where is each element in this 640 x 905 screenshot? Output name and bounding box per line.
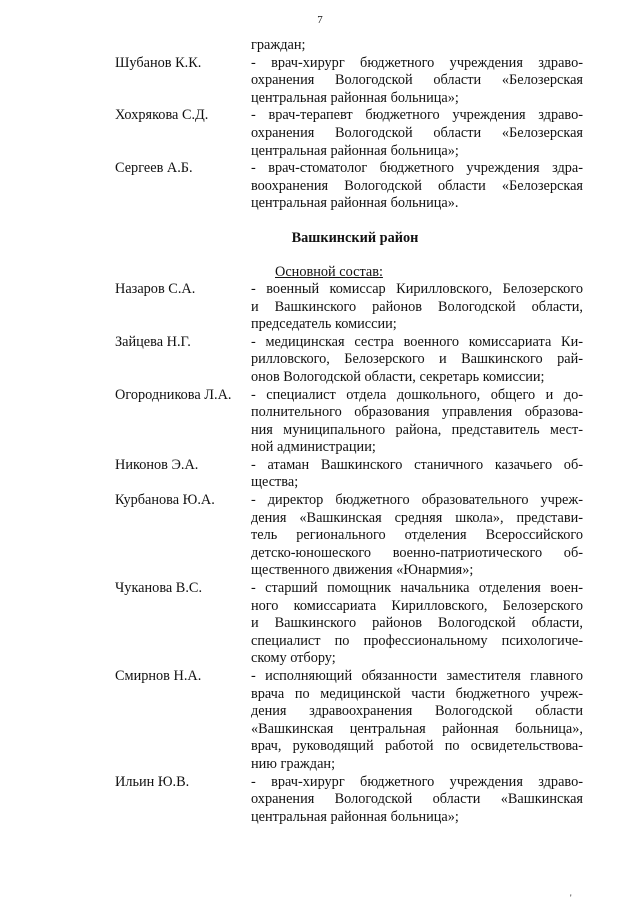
role-line: воохранения Вологодской области «Белозерская [251, 177, 583, 194]
member-role [251, 107, 583, 160]
role-line: - медицинская сестра военного комиссариата Ки- [251, 333, 583, 350]
member-name: Огородникова Л.А. [115, 386, 232, 403]
page-number: 7 [317, 14, 323, 26]
role-line: - директор бюджетного образовательного учреж- [251, 492, 583, 509]
member-role [251, 457, 583, 492]
role-line: щества; [251, 474, 299, 491]
role-line: - врач-терапевт бюджетного учреждения здраво- [251, 107, 583, 124]
role-line: ного комиссариата Кирилловского, Белозерского [251, 597, 583, 614]
belozersk-entries [115, 55, 583, 213]
role-line: охранения Вологодской области «Вашкинская [251, 791, 583, 808]
member-role [251, 334, 583, 387]
commission-list [115, 37, 583, 826]
member-entry [115, 334, 583, 387]
role-line: полнительного образования управления образова- [251, 404, 583, 421]
member-name: Никонов Э.А. [115, 456, 199, 473]
member-role [251, 774, 583, 827]
role-line: - врач-хирург бюджетного учреждения здраво- [251, 773, 583, 790]
member-name: Смирнов Н.А. [115, 668, 202, 684]
role-line: охранения Вологодской области «Белозерская [251, 72, 583, 89]
member-name: Хохрякова С.Д. [115, 107, 209, 124]
role-line: специалист по профессиональному психологиче- [251, 632, 583, 649]
role-line: дения здравоохранения Вологодской области [251, 703, 583, 720]
member-name: Шубанов К.К. [115, 54, 202, 71]
member-entry [115, 668, 583, 774]
continuation-text: граждан; [251, 37, 306, 53]
role-line: ния муниципального района, представитель мест- [251, 421, 583, 438]
member-entry [115, 492, 583, 580]
member-entry [115, 580, 583, 668]
role-line: тель регионального отделения Всероссийского [251, 527, 583, 544]
role-line: и Вашкинского районов Вологодской области, [251, 298, 583, 315]
member-role [251, 281, 583, 334]
role-line: щественного движения «Юнармия»; [251, 562, 474, 579]
vashki-entries [115, 281, 583, 826]
role-line: нию граждан; [251, 755, 336, 772]
role-line: охранения Вологодской области «Белозерская [251, 124, 583, 141]
subsection-title: Основной состав: [275, 263, 383, 280]
role-line: - врач-стоматолог бюджетного учреждения здра- [251, 160, 583, 177]
member-name: Сергеев А.Б. [115, 160, 193, 177]
member-role [251, 668, 583, 774]
role-line: - врач-хирург бюджетного учреждения здраво- [251, 54, 583, 71]
role-line: детско-юношеского военно-патриотического об- [251, 544, 583, 561]
member-role [251, 387, 583, 457]
role-line: дения «Вашкинская средняя школа», представи- [251, 509, 583, 526]
member-entry [115, 55, 583, 108]
member-name: Курбанова Ю.А. [115, 492, 215, 509]
member-entry [115, 457, 583, 492]
role-line: врача по медицинской части бюджетного учреж- [251, 685, 583, 702]
role-line: центральная районная больница»; [251, 808, 459, 825]
footer-mark: ' [570, 893, 572, 903]
role-line: и Вашкинского районов Вологодской области, [251, 615, 583, 632]
role-line: врач, руководящий работой по освидетельствова- [251, 738, 583, 755]
role-line: «Вашкинская центральная районная больница», [251, 720, 583, 737]
role-line: ной администрации; [251, 439, 376, 456]
role-line: онов Вологодской области, секретарь комиссии; [251, 368, 545, 385]
member-name: Ильин Ю.В. [115, 773, 190, 790]
member-entry [115, 774, 583, 827]
member-entry [115, 281, 583, 334]
role-line: рилловского, Белозерского и Вашкинского рай- [251, 351, 583, 368]
member-entry [115, 107, 583, 160]
role-line: центральная районная больница»; [251, 89, 459, 106]
role-line: председатель комиссии; [251, 316, 397, 333]
continuation-line [115, 37, 583, 55]
role-line: - специалист отдела дошкольного, общего и до- [251, 386, 583, 403]
role-line: - старший помощник начальника отделения воен- [251, 580, 583, 597]
member-role [251, 492, 583, 580]
member-role [251, 160, 583, 213]
member-name: Зайцева Н.Г. [115, 333, 191, 350]
role-line: - исполняющий обязанности заместителя главного [251, 668, 583, 684]
role-line: скому отбору; [251, 650, 336, 667]
member-role [251, 55, 583, 108]
role-line: - военный комиссар Кирилловского, Белозерского [251, 280, 583, 297]
member-name: Чуканова В.С. [115, 580, 203, 597]
section-title: Вашкинский район [291, 229, 419, 246]
role-line: центральная районная больница»; [251, 142, 459, 159]
member-entry [115, 160, 583, 213]
member-name: Назаров С.А. [115, 280, 196, 297]
role-line: центральная районная больница». [251, 195, 459, 212]
member-entry [115, 387, 583, 457]
role-line: - атаман Вашкинского станичного казачьего об- [251, 456, 583, 473]
member-role [251, 580, 583, 668]
